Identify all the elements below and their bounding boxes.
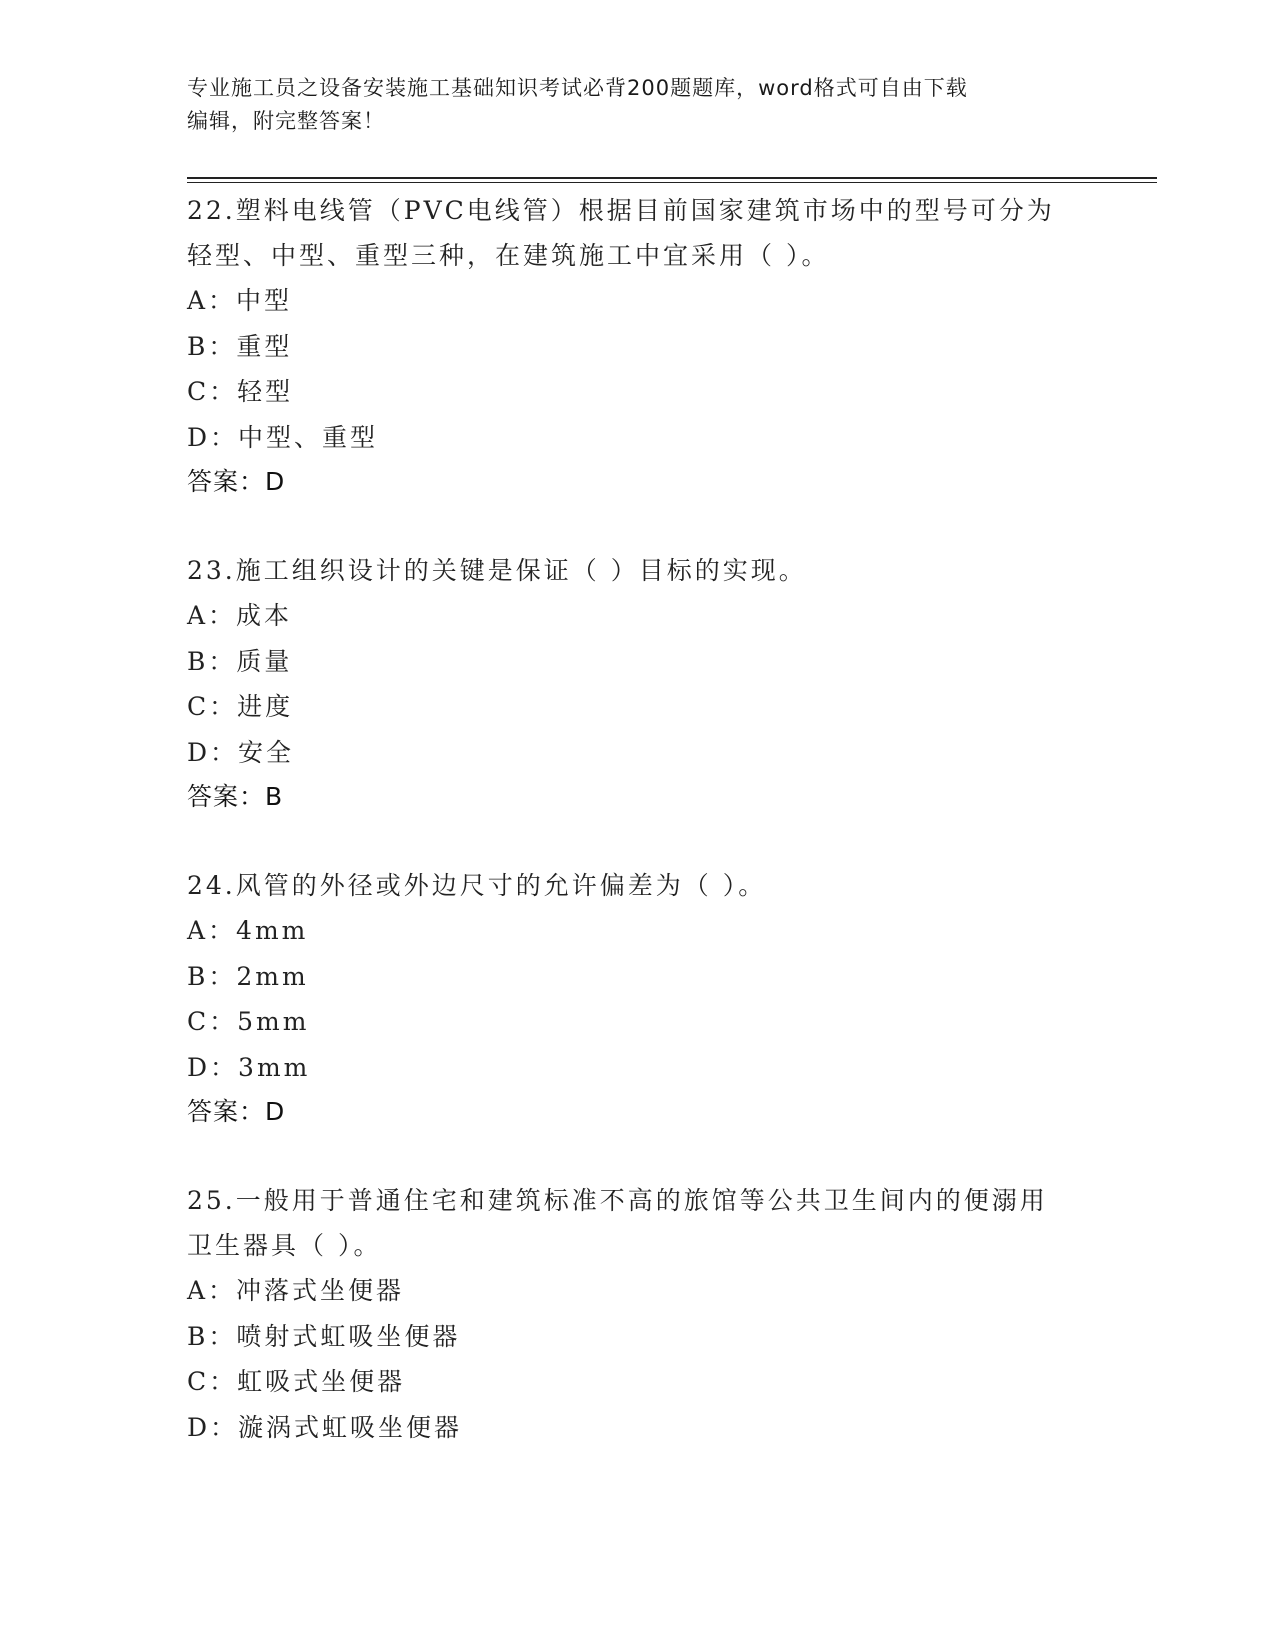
question-stem-line-1: 24.风管的外径或外边尺寸的允许偏差为（ ）。 [187, 871, 767, 900]
answer: 答案：B [187, 782, 284, 811]
question-25 [187, 1178, 1087, 1450]
question-22 [187, 188, 1087, 504]
option-c: C：虹吸式坐便器 [187, 1367, 406, 1396]
option-a: A：冲落式坐便器 [187, 1276, 405, 1305]
option-c: C：5mm [187, 1007, 310, 1036]
question-stem-line-1: 25.一般用于普通住宅和建筑标准不高的旅馆等公共卫生间内的便溺用 [187, 1186, 1048, 1215]
option-b: B：质量 [187, 646, 293, 676]
option-c: C：轻型 [187, 377, 294, 406]
option-c: C：进度 [187, 692, 294, 721]
question-stem-line-1: 23.施工组织设计的关键是保证（ ）目标的实现。 [187, 556, 807, 585]
question-24 [187, 863, 1087, 1134]
header-line-2: 编辑，附完整答案！ [187, 109, 385, 133]
header-divider-thin [187, 182, 1157, 183]
answer: 答案：D [187, 1097, 286, 1126]
option-d: D：中型、重型 [187, 422, 379, 452]
question-stem-line-2: 轻型、中型、重型三种，在建筑施工中宜采用（ ）。 [187, 241, 830, 270]
question-23 [187, 548, 1087, 819]
question-stem-line-1: 22.塑料电线管（PVC电线管）根据目前国家建筑市场中的型号可分为 [187, 196, 1055, 225]
header-divider-thick [187, 177, 1157, 179]
option-a: A：4mm [187, 916, 309, 945]
question-list [187, 188, 1087, 1494]
option-d: D：安全 [187, 737, 295, 767]
option-b: B：喷射式虹吸坐便器 [187, 1321, 461, 1351]
document-header [187, 72, 1087, 138]
option-d: D：3mm [187, 1052, 311, 1082]
option-a: A：成本 [187, 601, 293, 630]
option-a: A：中型 [187, 286, 293, 315]
option-b: B：重型 [187, 331, 293, 361]
option-d: D：漩涡式虹吸坐便器 [187, 1412, 463, 1442]
option-b: B：2mm [187, 961, 309, 991]
answer: 答案：D [187, 467, 286, 496]
header-line-1: 专业施工员之设备安装施工基础知识考试必背200题题库，word格式可自由下载 [187, 76, 968, 100]
question-stem-line-2: 卫生器具（ ）。 [187, 1231, 382, 1260]
